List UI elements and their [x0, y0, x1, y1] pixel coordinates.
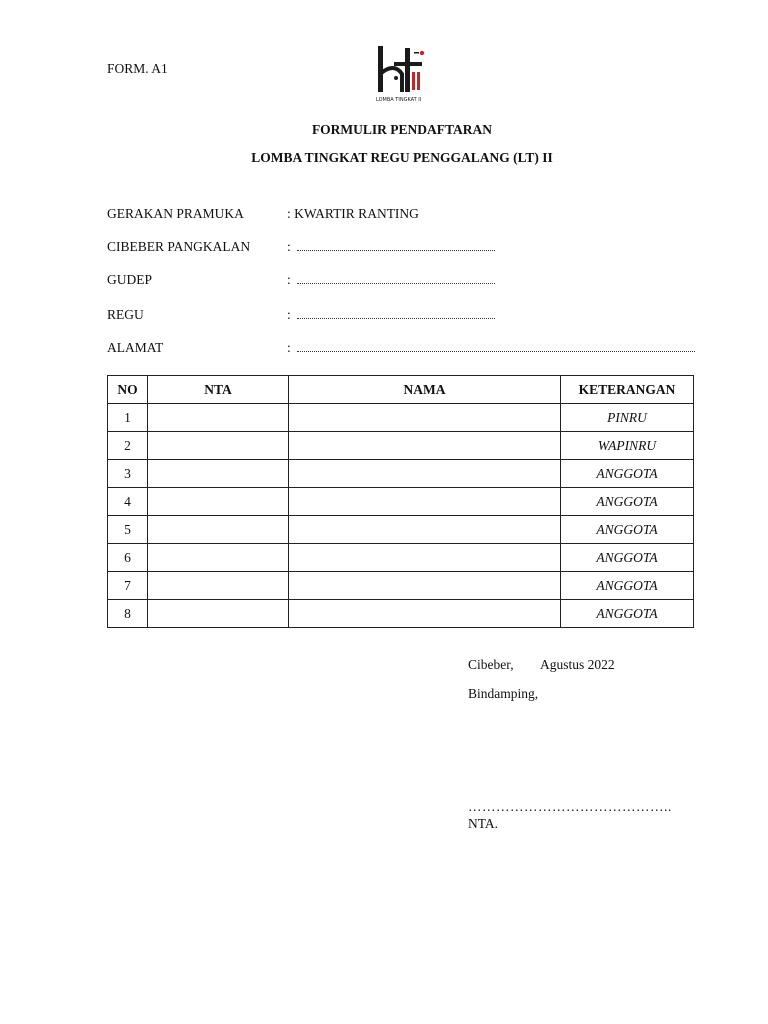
cell-nama[interactable]	[289, 572, 561, 600]
header-no: NO	[108, 376, 148, 404]
cell-nama[interactable]	[289, 600, 561, 628]
cell-no: 1	[108, 404, 148, 432]
svg-text:LOMBA TINGKAT II: LOMBA TINGKAT II	[376, 97, 422, 103]
table-row	[108, 572, 694, 600]
cell-keterangan: ANGGOTA	[561, 488, 694, 516]
field-label-gudep: GUDEP	[107, 272, 153, 287]
cell-nama[interactable]	[289, 404, 561, 432]
cell-nta[interactable]	[148, 460, 289, 488]
cell-keterangan: PINRU	[561, 404, 694, 432]
field-label-cibeber-pangkalan: CIBEBER PANGKALAN	[107, 239, 251, 254]
table-row	[108, 544, 694, 572]
form-code: FORM. A1	[107, 61, 168, 76]
cell-nama[interactable]	[289, 544, 561, 572]
cell-keterangan: ANGGOTA	[561, 516, 694, 544]
field-label-regu: REGU	[107, 307, 144, 322]
cell-nta[interactable]	[148, 516, 289, 544]
cell-no: 3	[108, 460, 148, 488]
table-row	[108, 404, 694, 432]
header-nta: NTA	[148, 376, 289, 404]
cell-nama[interactable]	[289, 432, 561, 460]
table-row	[108, 488, 694, 516]
cell-nta[interactable]	[148, 488, 289, 516]
fill-line	[297, 240, 495, 251]
table-row	[108, 432, 694, 460]
cell-nta[interactable]	[148, 544, 289, 572]
field-value-gerakan-pramuka: : KWARTIR RANTING	[287, 206, 419, 221]
field-cibeber-pangkalan[interactable]: :	[287, 239, 495, 255]
cell-keterangan: ANGGOTA	[561, 600, 694, 628]
table-row	[108, 600, 694, 628]
cell-nama[interactable]	[289, 516, 561, 544]
cell-no: 7	[108, 572, 148, 600]
cell-no: 8	[108, 600, 148, 628]
table-row	[108, 460, 694, 488]
fill-line	[297, 308, 495, 319]
form-title: FORMULIR PENDAFTARAN	[311, 122, 493, 137]
cell-keterangan: WAPINRU	[561, 432, 694, 460]
table-row	[108, 516, 694, 544]
fill-line	[297, 273, 495, 284]
cell-nta[interactable]	[148, 432, 289, 460]
cell-keterangan: ANGGOTA	[561, 572, 694, 600]
cell-keterangan: ANGGOTA	[561, 544, 694, 572]
cell-no: 2	[108, 432, 148, 460]
field-alamat[interactable]: :	[287, 340, 695, 356]
signature-nta: NTA.	[468, 816, 499, 831]
cell-no: 5	[108, 516, 148, 544]
table-header-row	[108, 376, 694, 404]
competition-title: LOMBA TINGKAT REGU PENGGALANG (LT) II	[251, 150, 553, 165]
member-table	[107, 375, 694, 628]
cell-nta[interactable]	[148, 404, 289, 432]
cell-no: 4	[108, 488, 148, 516]
fill-line	[297, 341, 695, 352]
cell-nama[interactable]	[289, 460, 561, 488]
header-keterangan: KETERANGAN	[561, 376, 694, 404]
field-regu[interactable]: :	[287, 307, 495, 323]
field-gudep[interactable]: :	[287, 272, 495, 288]
signature-line[interactable]: ……………………………………..	[468, 799, 672, 814]
cell-keterangan: ANGGOTA	[561, 460, 694, 488]
cell-nama[interactable]	[289, 488, 561, 516]
field-label-gerakan-pramuka: GERAKAN PRAMUKA	[107, 206, 244, 221]
signature-date: Agustus 2022	[540, 657, 615, 672]
lomba-tingkat-logo	[372, 44, 434, 106]
signature-place: Cibeber,	[468, 657, 514, 672]
signature-role: Bindamping,	[468, 686, 539, 701]
cell-nta[interactable]	[148, 572, 289, 600]
header-nama: NAMA	[289, 376, 561, 404]
cell-nta[interactable]	[148, 600, 289, 628]
field-label-alamat: ALAMAT	[107, 340, 164, 355]
cell-no: 6	[108, 544, 148, 572]
